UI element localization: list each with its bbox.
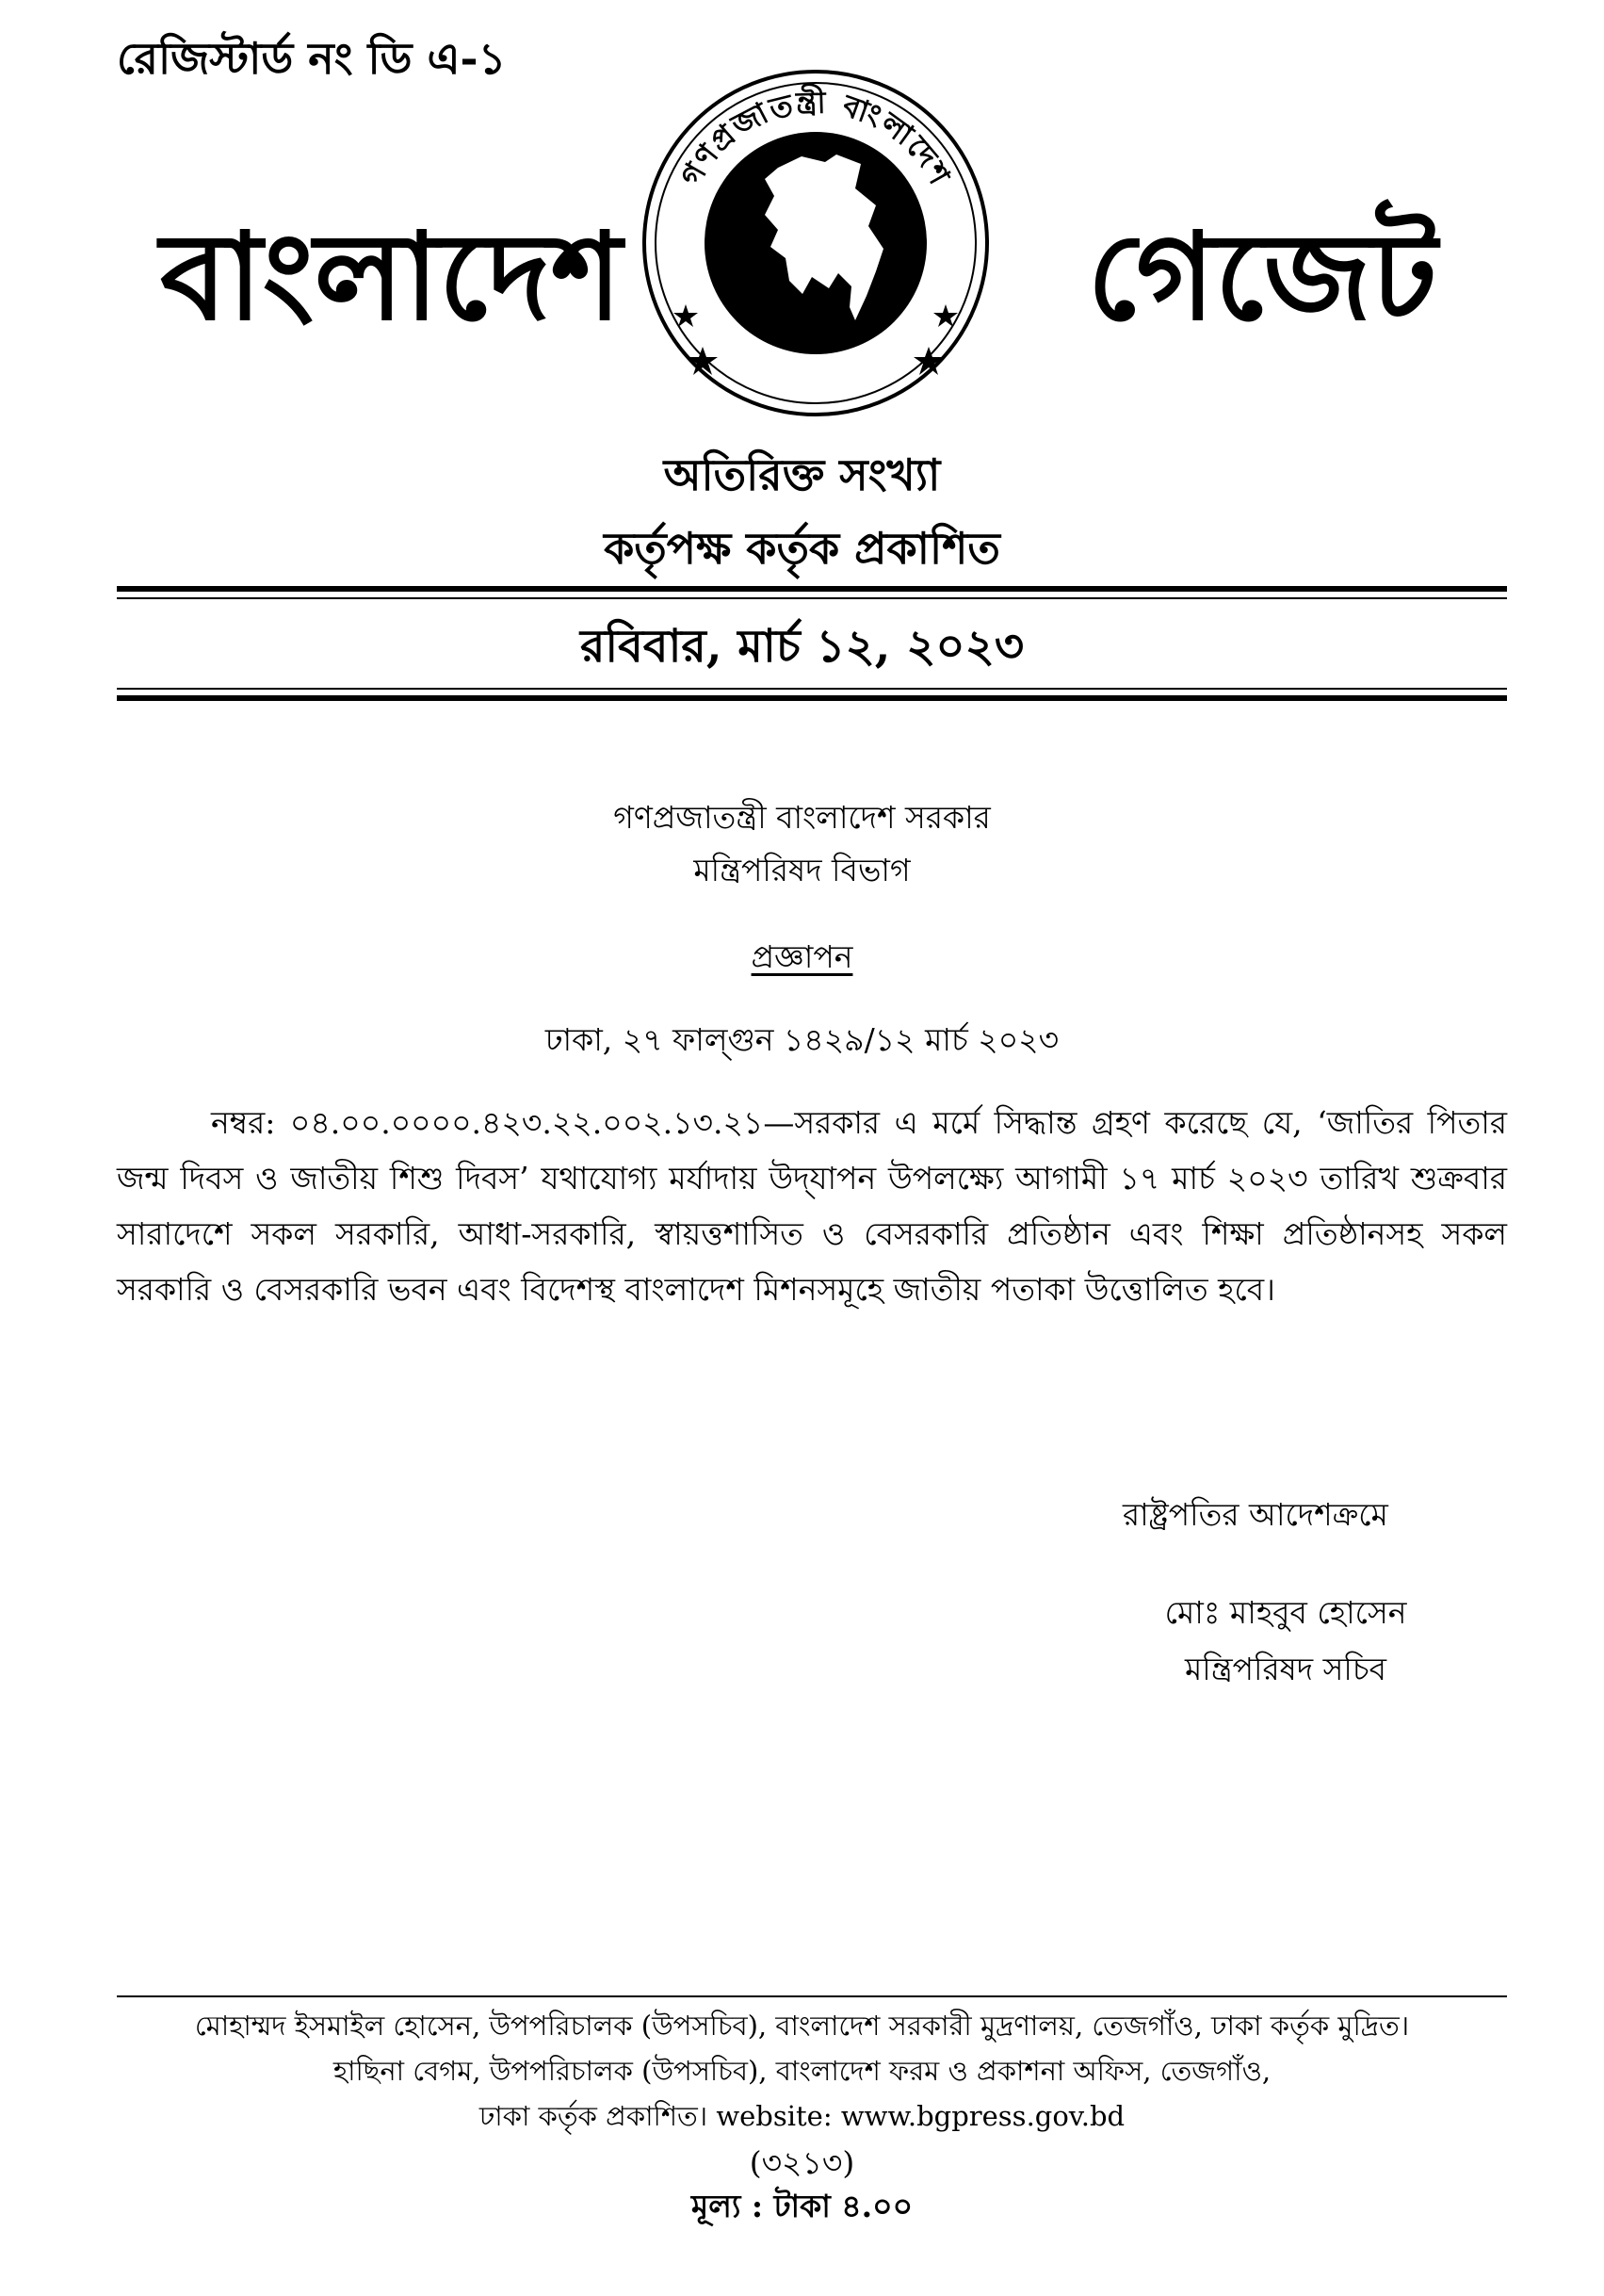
notification-dateline: ঢাকা, ২৭ ফাল্গুন ১৪২৯/১২ মার্চ ২০২৩: [544, 1021, 1060, 1058]
publisher-website-line: ঢাকা কর্তৃক প্রকাশিত। website: www.bgpress.gov.bd: [478, 2100, 1126, 2132]
header-divider-thick: [117, 586, 1507, 592]
notification-heading: প্রজ্ঞাপন: [751, 938, 853, 975]
publisher-credit-line: হাছিনা বেগম, উপপরিচালক (উপসচিব), বাংলাদেশ ফরম ও প্রকাশনা অফিস, তেজগাঁও,: [332, 2055, 1272, 2087]
printer-credit-line: মোহাম্মদ ইসমাইল হোসেন, উপপরিচালক (উপসচিব), বাংলাদেশ সরকারী মুদ্রণালয়, তেজগাঁও, ঢাকা কর্তৃক মুদ্রিত।: [194, 2010, 1410, 2042]
division-name: মন্ত্রিপরিষদ বিভাগ: [693, 852, 911, 888]
header-divider-thin: [117, 597, 1507, 599]
page-number: (৩২১৩): [749, 2144, 855, 2181]
extraordinary-issue-label: অতিরিক্ত সংখ্যা: [663, 449, 941, 500]
signatory-designation: মন্ত্রিপরিষদ সচিব: [1184, 1651, 1387, 1687]
masthead-title-right: গেজেট: [1087, 206, 1437, 348]
date-divider-thick: [117, 695, 1507, 701]
price-label: মূল্য : টাকা ৪.০০: [690, 2188, 914, 2224]
signatory-name: মোঃ মাহবুব হোসেন: [1164, 1594, 1407, 1631]
gazette-date: রবিবার, মার্চ ১২, ২০২৩: [579, 620, 1025, 673]
footer-divider: [117, 1995, 1507, 1997]
date-divider-thin: [117, 688, 1507, 690]
published-by-authority-label: কর্তৃপক্ষ কর্তৃক প্রকাশিত: [604, 523, 1000, 574]
notification-body-paragraph: নম্বর: ০৪.০০.০০০০.৪২৩.২২.০০২.১৩.২১—সরকার এ মর্মে সিদ্ধান্ত গ্রহণ করেছে যে, ‘জাতির পিতার জন্ম দিবস ও জাতীয় শিশু দিবস’ যথাযোগ্য মর্যাদায় উদ্‌যাপন উপলক্ষ্যে আগামী ১৭ মার্চ ২০২৩ তারিখ শুক্রবার সারাদেশে সকল সরকারি, আধা-সরকারি, স্বায়ত্তশাসিত ও বেসরকারি প্রতিষ্ঠান এবং শিক্ষা প্রতিষ্ঠানসহ সকল সরকারি ও বেসরকারি ভবন এবং বিদেশস্থ বাংলাদেশ মিশনসমূহে জাতীয় পতাকা উত্তোলিত হবে।: [117, 1104, 1507, 1308]
emblem-bottom-text: সরকার: [772, 312, 859, 356]
masthead-title-left: বাংলাদেশ: [160, 206, 623, 348]
government-emblem: [637, 64, 995, 422]
emblem-top-text: গণপ্রজাতন্ত্রী বাংলাদেশ: [672, 84, 959, 192]
order-of-president: রাষ্ট্রপতির আদেশক্রমে: [1123, 1496, 1388, 1533]
registration-number: রেজিস্টার্ড নং ডি এ-১: [117, 33, 507, 84]
government-name: গণপ্রজাতন্ত্রী বাংলাদেশ সরকার: [613, 799, 991, 836]
